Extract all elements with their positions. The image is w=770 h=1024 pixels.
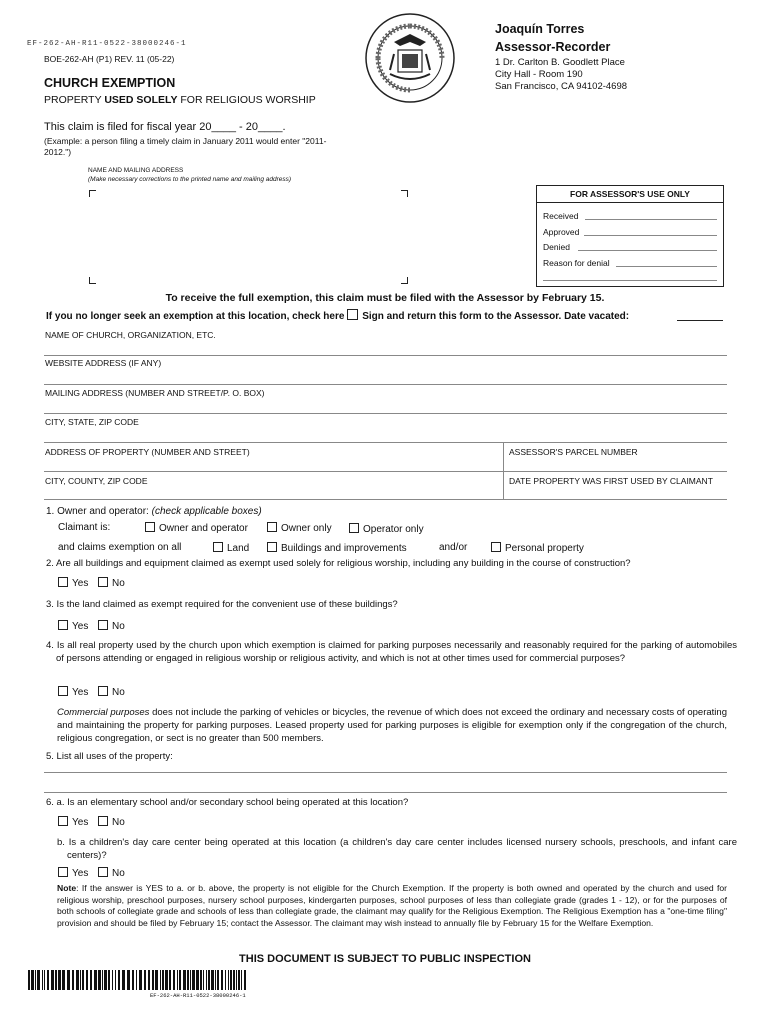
barcode-bar	[173, 970, 175, 990]
barcode-bar	[187, 970, 189, 990]
address-line-2: City Hall - Room 190	[495, 69, 583, 80]
q2-no[interactable]: No	[98, 577, 125, 589]
address-window-corner	[89, 190, 96, 197]
barcode-bar	[118, 970, 120, 990]
operator-only-option[interactable]: Operator only	[349, 523, 424, 535]
barcode-bar	[192, 970, 195, 990]
website-field[interactable]	[44, 384, 727, 385]
barcode-bar	[221, 970, 223, 990]
q3-no[interactable]: No	[98, 620, 125, 632]
andor-label: and/or	[439, 542, 468, 553]
city-county-zip-field[interactable]	[44, 499, 727, 500]
barcode-icon	[28, 970, 248, 990]
barcode-bar	[144, 970, 146, 990]
q4-yes[interactable]: Yes	[58, 686, 88, 698]
fiscal-year-line: This claim is filed for fiscal year 20____ - 20____.	[44, 121, 286, 133]
barcode-bar	[90, 970, 92, 990]
barcode-bar	[233, 970, 235, 990]
first-used-label: DATE PROPERTY WAS FIRST USED BY CLAIMANT	[509, 476, 713, 486]
barcode-bar	[55, 970, 57, 990]
barcode-bar	[177, 970, 178, 990]
barcode-bar	[47, 970, 49, 990]
owner-operator-option[interactable]: Owner and operator	[145, 522, 248, 534]
barcode-bar	[215, 970, 216, 990]
commercial-purposes-note: Commercial purposes does not include the parking of vehicles or bicycles, the revenue of which does not exceed the ordinary and necessary costs of operating and maintaining the property for parking purposes. Leased property used for parking purposes is eligible for exemption only if the congregation of the church, religious congregation, or sect is no greater than 500 members.	[57, 707, 727, 744]
mailing-field[interactable]	[44, 413, 727, 414]
parcel-label: ASSESSOR'S PARCEL NUMBER	[509, 447, 638, 457]
barcode-text: EF-262-AH-R11-0522-38000246-1	[150, 992, 246, 999]
barcode-bar	[165, 970, 168, 990]
barcode-bar	[82, 970, 84, 990]
barcode-bar	[241, 970, 242, 990]
city-state-zip-label: CITY, STATE, ZIP CODE	[45, 417, 139, 427]
q2-text: 2. Are all buildings and equipment claimed as exempt used solely for religious worship, including any building in the course of construction?	[46, 558, 631, 569]
q6-note: Note: If the answer is YES to a. or b. above, the property is not eligible for the Church Exemption. If the property is both owned and operated by the church and used for religious worship, preschool purposes, nursery school purposes, kindergarten purposes, school purposes of less than collegiate grade (grades 1 - 12), or for the purposes of both schools of collegiate grade and schools of less than collegiate grade, the claimant may qualify for the Religious Exemption. The Religious Exemption has a "one-time filing" provision and should be filed by February 15; contact the Assessor. The claimant may wish instead to annually file by February 15 for the Welfare Exemption.	[57, 883, 727, 928]
denied-line[interactable]	[578, 250, 717, 251]
barcode-bar	[51, 970, 54, 990]
barcode-bar	[31, 970, 34, 990]
assessor-use-title: FOR ASSESSOR'S USE ONLY	[537, 186, 723, 203]
reason-label: Reason for denial	[543, 258, 610, 268]
barcode-bar	[148, 970, 150, 990]
received-line[interactable]	[585, 219, 717, 220]
q3-text: 3. Is the land claimed as exempt required for the convenient use of these buildings?	[46, 599, 398, 610]
barcode-bar	[72, 970, 74, 990]
q2-yes-checkbox[interactable]	[58, 577, 68, 587]
barcode-bar	[230, 970, 232, 990]
barcode-bar	[183, 970, 186, 990]
barcode-bar	[228, 970, 229, 990]
barcode-bar	[196, 970, 199, 990]
claims-on-label: and claims exemption on all	[58, 542, 182, 553]
address-window-corner	[401, 277, 408, 284]
personal-property-option[interactable]: Personal property	[491, 542, 584, 554]
owner-only-checkbox[interactable]	[267, 522, 277, 532]
received-label: Received	[543, 211, 579, 221]
q3-yes-checkbox[interactable]	[58, 620, 68, 630]
city-seal-icon	[364, 12, 456, 104]
website-label: WEBSITE ADDRESS (IF ANY)	[45, 358, 162, 368]
barcode-bar	[132, 970, 134, 990]
q4-text: 4. Is all real property used by the church upon which exemption is claimed for parking purposes necessarily and reasonably required for the parking of automobiles of persons attending or engaged in religious worship or religious activity, and which is not at other times used for commercial purposes?	[46, 640, 737, 664]
barcode-bar	[94, 970, 97, 990]
property-address-label: ADDRESS OF PROPERTY (NUMBER AND STREET)	[45, 447, 250, 457]
owner-operator-checkbox[interactable]	[145, 522, 155, 532]
barcode-bar	[190, 970, 191, 990]
barcode-bar	[211, 970, 214, 990]
uses-line-2[interactable]	[44, 792, 727, 793]
approved-line[interactable]	[584, 235, 717, 236]
barcode-bar	[236, 970, 237, 990]
address-window-corner	[401, 190, 408, 197]
buildings-checkbox[interactable]	[267, 542, 277, 552]
approved-label: Approved	[543, 227, 580, 237]
q6a-text: 6. a. Is an elementary school and/or secondary school being operated at this location?	[46, 797, 409, 808]
field-divider	[503, 442, 504, 499]
city-county-zip-label: CITY, COUNTY, ZIP CODE	[45, 476, 148, 486]
reason-line-2[interactable]	[543, 280, 717, 281]
vacated-checkbox[interactable]	[347, 309, 358, 320]
barcode-bar	[169, 970, 171, 990]
barcode-bar	[217, 970, 219, 990]
denied-label: Denied	[543, 242, 570, 252]
buildings-option[interactable]: Buildings and improvements	[267, 542, 407, 554]
reason-line[interactable]	[616, 266, 717, 267]
barcode-bar	[136, 970, 137, 990]
q6b-no-checkbox[interactable]	[98, 867, 108, 877]
land-option[interactable]: Land	[213, 542, 249, 554]
barcode-bar	[127, 970, 130, 990]
q4-no[interactable]: No	[98, 686, 125, 698]
barcode-bar	[80, 970, 81, 990]
date-vacated-line[interactable]	[677, 320, 723, 321]
q6b-text: b. Is a children's day care center being operated at this location (a children's day care center includes licensed nursery schools, preschools, and infant care centers)?	[57, 837, 737, 861]
barcode-bar	[225, 970, 226, 990]
q6a-yes[interactable]: Yes	[58, 816, 88, 828]
barcode-bar	[58, 970, 61, 990]
barcode-bar	[122, 970, 125, 990]
fiscal-year-example: (Example: a person filing a timely claim in January 2011 would enter "2011-2012.")	[44, 136, 327, 157]
name-block-note: (Make necessary corrections to the printed name and mailing address)	[88, 176, 292, 183]
assessor-title: Assessor-Recorder	[495, 40, 611, 54]
public-inspection-notice: THIS DOCUMENT IS SUBJECT TO PUBLIC INSPECTION	[239, 953, 531, 965]
barcode-bar	[62, 970, 65, 990]
q6b-no[interactable]: No	[98, 867, 125, 879]
barcode-bar	[108, 970, 110, 990]
q6b-yes[interactable]: Yes	[58, 867, 88, 879]
operator-only-checkbox[interactable]	[349, 523, 359, 533]
address-line-3: San Francisco, CA 94102-4698	[495, 81, 628, 92]
barcode-bar	[37, 970, 40, 990]
q3-no-checkbox[interactable]	[98, 620, 108, 630]
barcode-bar	[206, 970, 207, 990]
barcode-bar	[76, 970, 79, 990]
owner-only-option[interactable]: Owner only	[267, 522, 332, 534]
uses-line-1[interactable]	[44, 772, 727, 773]
church-name-field[interactable]	[44, 355, 727, 356]
q4-no-checkbox[interactable]	[98, 686, 108, 696]
personal-property-checkbox[interactable]	[491, 542, 501, 552]
claimant-label: Claimant is:	[58, 522, 111, 533]
barcode-bar	[28, 970, 30, 990]
barcode-bar	[244, 970, 246, 990]
barcode-bar	[139, 970, 142, 990]
mailing-label: MAILING ADDRESS (NUMBER AND STREET/P. O. BOX)	[45, 388, 265, 398]
q6b-yes-checkbox[interactable]	[58, 867, 68, 877]
q6a-yes-checkbox[interactable]	[58, 816, 68, 826]
barcode-bar	[42, 970, 43, 990]
q3-yes[interactable]: Yes	[58, 620, 88, 632]
barcode-bar	[67, 970, 70, 990]
q2-no-checkbox[interactable]	[98, 577, 108, 587]
form-subtitle: PROPERTY USED SOLELY FOR RELIGIOUS WORSHIP	[44, 94, 316, 106]
form-code: EF-262-AH-R11-0522-38000246-1	[27, 40, 187, 48]
barcode-bar	[155, 970, 158, 990]
barcode-bar	[112, 970, 113, 990]
barcode-bar	[115, 970, 116, 990]
address-window-corner	[89, 277, 96, 284]
q6a-no[interactable]: No	[98, 816, 125, 828]
deadline-notice: To receive the full exemption, this claim must be filed with the Assessor by February 15.	[165, 292, 605, 304]
form-title: CHURCH EXEMPTION	[44, 76, 176, 90]
q2-yes[interactable]: Yes	[58, 577, 88, 589]
barcode-bar	[102, 970, 103, 990]
barcode-bar	[238, 970, 240, 990]
name-block-label: NAME AND MAILING ADDRESS	[88, 167, 184, 174]
barcode-bar	[104, 970, 107, 990]
barcode-bar	[162, 970, 164, 990]
property-address-field[interactable]	[44, 471, 727, 472]
assessor-name: Joaquín Torres	[495, 22, 585, 36]
barcode-bar	[44, 970, 45, 990]
land-checkbox[interactable]	[213, 542, 223, 552]
q6a-no-checkbox[interactable]	[98, 816, 108, 826]
address-line-1: 1 Dr. Carlton B. Goodlett Place	[495, 57, 625, 68]
city-state-zip-field[interactable]	[44, 442, 727, 443]
vacate-notice: If you no longer seek an exemption at this location, check here Sign and return this form to the Assessor. Date vacated:	[46, 311, 630, 322]
q4-yes-checkbox[interactable]	[58, 686, 68, 696]
barcode-bar	[86, 970, 88, 990]
barcode-bar	[98, 970, 101, 990]
form-number: BOE-262-AH (P1) REV. 11 (05-22)	[44, 54, 175, 64]
barcode-bar	[152, 970, 154, 990]
barcode-bar	[208, 970, 210, 990]
church-name-label: NAME OF CHURCH, ORGANIZATION, ETC.	[45, 330, 216, 340]
barcode-bar	[200, 970, 202, 990]
barcode-bar	[160, 970, 161, 990]
barcode-bar	[203, 970, 204, 990]
barcode-bar	[179, 970, 181, 990]
q5-text: 5. List all uses of the property:	[46, 751, 173, 762]
q1-label: 1. Owner and operator: (check applicable boxes)	[46, 506, 262, 517]
barcode-bar	[35, 970, 36, 990]
